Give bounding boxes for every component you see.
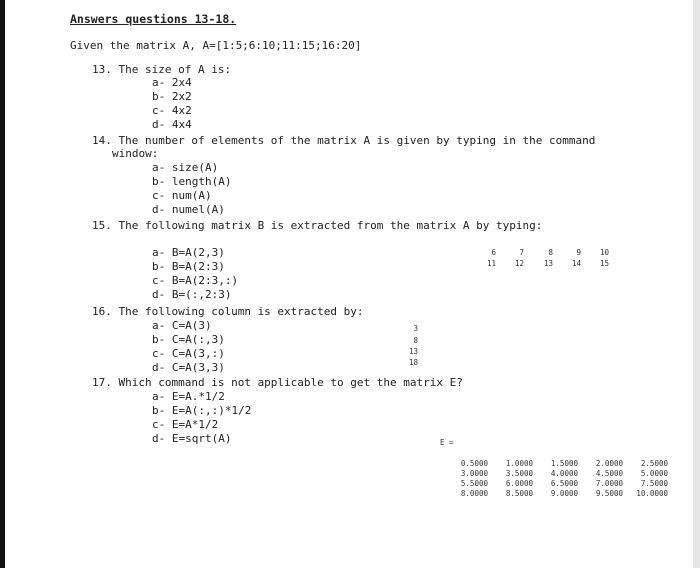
q14-option-b: b- length(A) xyxy=(152,175,232,188)
q16-option-c: c- C=A(3,:) xyxy=(152,347,225,360)
q17-option-b: b- E=A(:,:)*1/2 xyxy=(152,404,252,417)
q15-option-c: c- B=A(2:3,:) xyxy=(152,274,239,287)
matrix-b-cell: 8 xyxy=(548,248,553,257)
matrix-e-cell: 7.5000 xyxy=(640,479,668,488)
matrix-b-cell: 15 xyxy=(599,259,609,268)
q17-option-c: c- E=A*1/2 xyxy=(152,418,219,431)
q15-option-a: a- B=A(2,3) xyxy=(152,246,225,259)
matrix-e-cell: 9.0000 xyxy=(550,489,578,498)
matrix-e-cell: 10.0000 xyxy=(636,489,668,498)
matrix-b-cell: 9 xyxy=(576,248,581,257)
column-cell: 3 xyxy=(413,324,418,333)
matrix-e-cell: 6.0000 xyxy=(505,479,533,488)
column-cell: 8 xyxy=(413,336,418,345)
left-border xyxy=(0,0,5,568)
matrix-e-cell: 7.0000 xyxy=(595,479,623,488)
matrix-b-cell: 12 xyxy=(514,259,524,268)
matrix-e-cell: 9.5000 xyxy=(595,489,623,498)
q14-question-cont: window: xyxy=(112,147,159,160)
q16-option-a: a- C=A(3) xyxy=(152,319,212,332)
matrix-e-label: E = xyxy=(440,438,454,447)
q14-option-a: a- size(A) xyxy=(152,161,219,174)
matrix-b-cell: 10 xyxy=(599,248,609,257)
matrix-e-cell: 8.0000 xyxy=(460,489,488,498)
q13-option-b: b- 2x2 xyxy=(152,90,192,103)
q16-option-d: d- C=A(3,3) xyxy=(152,361,225,374)
matrix-e-cell: 0.5000 xyxy=(460,459,488,468)
matrix-b-cell: 13 xyxy=(543,259,553,268)
q16-option-b: b- C=A(:,3) xyxy=(152,333,225,346)
matrix-e-cell: 3.0000 xyxy=(460,469,488,478)
q17-option-a: a- E=A.*1/2 xyxy=(152,390,225,403)
page-title: Answers questions 13-18. xyxy=(70,12,237,26)
right-border xyxy=(693,0,700,568)
matrix-e-cell: 3.5000 xyxy=(505,469,533,478)
column-cell: 13 xyxy=(408,347,418,356)
column-cell: 18 xyxy=(408,358,418,367)
q14-option-d: d- numel(A) xyxy=(152,203,225,216)
matrix-b-cell: 14 xyxy=(571,259,581,268)
matrix-e-cell: 4.5000 xyxy=(595,469,623,478)
q13-option-c: c- 4x2 xyxy=(152,104,192,117)
matrix-e-cell: 5.5000 xyxy=(460,479,488,488)
q14-option-c: c- num(A) xyxy=(152,189,212,202)
q15-question: 15. The following matrix B is extracted from the matrix A by typing: xyxy=(92,219,543,232)
matrix-e-cell: 6.5000 xyxy=(550,479,578,488)
matrix-e-cell: 2.0000 xyxy=(595,459,623,468)
given-matrix: Given the matrix A, A=[1:5;6:10;11:15;16:20] xyxy=(70,39,362,52)
q17-option-d: d- E=sqrt(A) xyxy=(152,432,232,445)
q16-question: 16. The following column is extracted by: xyxy=(92,305,364,318)
q17-question: 17. Which command is not applicable to get the matrix E? xyxy=(92,376,463,389)
matrix-b-cell: 7 xyxy=(519,248,524,257)
q13-question: 13. The size of A is: xyxy=(92,63,232,76)
q13-option-d: d- 4x4 xyxy=(152,118,192,131)
q14-question: 14. The number of elements of the matrix A is given by typing in the command xyxy=(92,134,596,147)
q15-option-d: d- B=(:,2:3) xyxy=(152,288,232,301)
matrix-e-cell: 1.5000 xyxy=(550,459,578,468)
matrix-e-cell: 4.0000 xyxy=(550,469,578,478)
matrix-e-cell: 5.0000 xyxy=(640,469,668,478)
matrix-b-cell: 11 xyxy=(486,259,496,268)
matrix-e-cell: 8.5000 xyxy=(505,489,533,498)
matrix-e-cell: 1.0000 xyxy=(505,459,533,468)
q13-option-a: a- 2x4 xyxy=(152,76,192,89)
q15-option-b: b- B=A(2:3) xyxy=(152,260,225,273)
matrix-b-cell: 6 xyxy=(491,248,496,257)
matrix-e-cell: 2.5000 xyxy=(640,459,668,468)
